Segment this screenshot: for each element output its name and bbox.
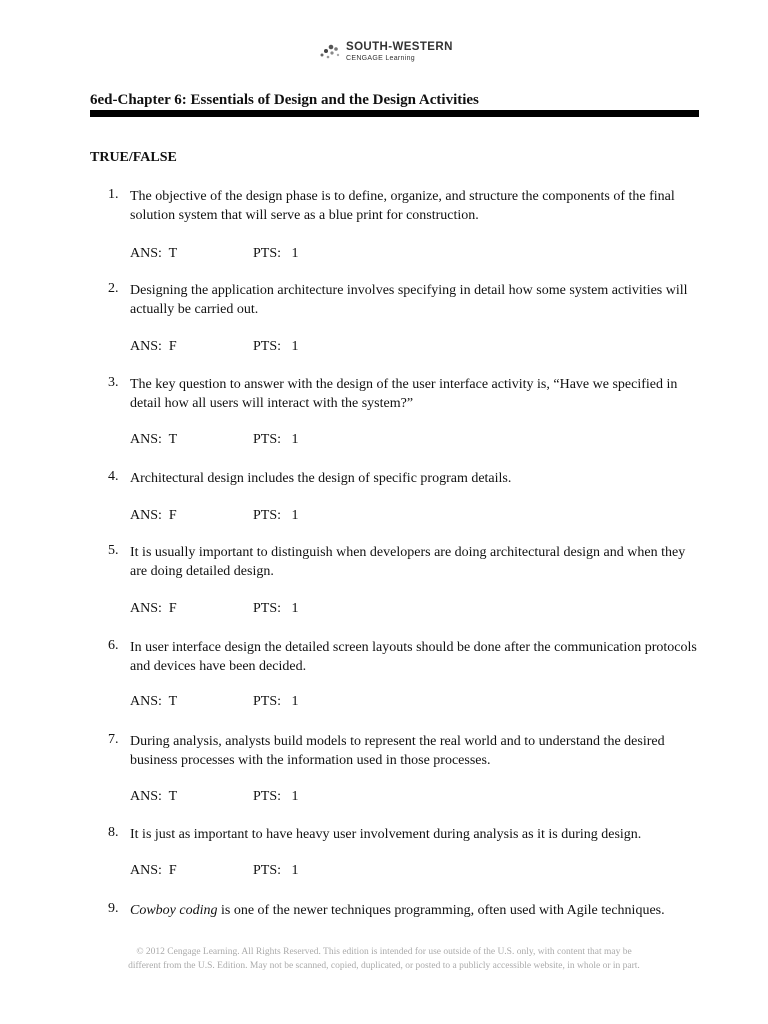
logo-subtext: CENGAGE Learning (346, 54, 415, 62)
ans-label: ANS: (130, 432, 162, 447)
pts-label: PTS: (253, 508, 282, 523)
ans-label: ANS: (130, 339, 162, 354)
ans-label: ANS: (130, 789, 162, 804)
points-6 (253, 694, 299, 710)
pts-label: PTS: (253, 789, 282, 804)
question-text: In user interface design the detailed screen layouts should be done after the communication protocols and devices have been decided. (130, 640, 697, 674)
question-text: The key question to answer with the design of the user interface activity is, “Have we specified in detail how all users will interact with the system?” (130, 377, 678, 411)
question-number: 6. (108, 638, 119, 653)
question-text: Architectural design includes the design of specific program details. (130, 471, 512, 486)
points-7 (253, 789, 299, 805)
chapter-title: 6ed-Chapter 6: Essentials of Design and the Design Activities (90, 92, 479, 108)
title-rule (90, 110, 699, 117)
answer-5 (130, 601, 177, 617)
copyright-footer: © 2012 Cengage Learning. All Rights Reserved. This edition is intended for use outside of the U.S. only, with content that may be different from the U.S. Edition. May not be scanned, copied, duplicated, or posted to a publicly accessible website, in whole or in part. (128, 947, 640, 971)
ans-value: T (168, 789, 178, 804)
points-5 (253, 601, 299, 617)
publisher-mark-icon (318, 43, 342, 61)
answer-2 (130, 339, 177, 355)
question-italic-term: Cowboy coding (130, 903, 218, 918)
question-number: 7. (108, 732, 119, 747)
pts-value: 1 (291, 508, 299, 523)
answer-8 (130, 863, 177, 879)
pts-value: 1 (291, 863, 299, 878)
pts-value: 1 (291, 789, 299, 804)
points-4 (253, 508, 299, 524)
question-number: 2. (108, 281, 119, 296)
section-heading: TRUE/FALSE (90, 150, 177, 165)
ans-value: T (168, 432, 178, 447)
question-text-rest: is one of the newer techniques programming, often used with Agile techniques. (217, 903, 665, 918)
pts-value: 1 (291, 246, 299, 261)
question-number: 1. (108, 187, 119, 202)
ans-value: T (168, 694, 178, 709)
pts-value: 1 (291, 432, 299, 447)
pts-label: PTS: (253, 694, 282, 709)
question-number: 9. (108, 901, 119, 916)
ans-value: F (168, 863, 177, 878)
ans-label: ANS: (130, 601, 162, 616)
question-number: 8. (108, 825, 119, 840)
question-text (130, 901, 702, 920)
ans-value: F (168, 508, 177, 523)
question-number: 4. (108, 469, 119, 484)
pts-value: 1 (291, 694, 299, 709)
pts-label: PTS: (253, 339, 282, 354)
answer-7 (130, 789, 177, 805)
points-8 (253, 863, 299, 879)
answer-3 (130, 432, 177, 448)
question-number: 3. (108, 375, 119, 390)
ans-value: F (168, 601, 177, 616)
question-text: The objective of the design phase is to define, organize, and structure the components of the final solution system that will serve as a blue print for construction. (130, 189, 675, 223)
ans-value: F (168, 339, 177, 354)
ans-label: ANS: (130, 694, 162, 709)
publisher-logo (318, 42, 453, 62)
ans-label: ANS: (130, 863, 162, 878)
question-text: During analysis, analysts build models to represent the real world and to understand the desired business processes with the information used in those processes. (130, 734, 665, 768)
ans-label: ANS: (130, 508, 162, 523)
question-text: It is usually important to distinguish when developers are doing architectural design and when they are doing detailed design. (130, 545, 686, 579)
pts-label: PTS: (253, 432, 282, 447)
question-text: It is just as important to have heavy user involvement during analysis as it is during design. (130, 827, 642, 842)
pts-label: PTS: (253, 863, 282, 878)
question-text: Designing the application architecture involves specifying in detail how some system activities will actually be carried out. (130, 283, 688, 317)
ans-label: ANS: (130, 246, 162, 261)
question-number: 5. (108, 543, 119, 558)
pts-label: PTS: (253, 246, 282, 261)
points-2 (253, 339, 299, 355)
pts-value: 1 (291, 601, 299, 616)
answer-6 (130, 694, 177, 710)
ans-value: T (168, 246, 178, 261)
pts-value: 1 (291, 339, 299, 354)
answer-1 (130, 246, 177, 262)
logo-wordmark: SOUTH-WESTERN (346, 41, 453, 53)
points-3 (253, 432, 299, 448)
points-1 (253, 246, 299, 262)
pts-label: PTS: (253, 601, 282, 616)
answer-4 (130, 508, 177, 524)
